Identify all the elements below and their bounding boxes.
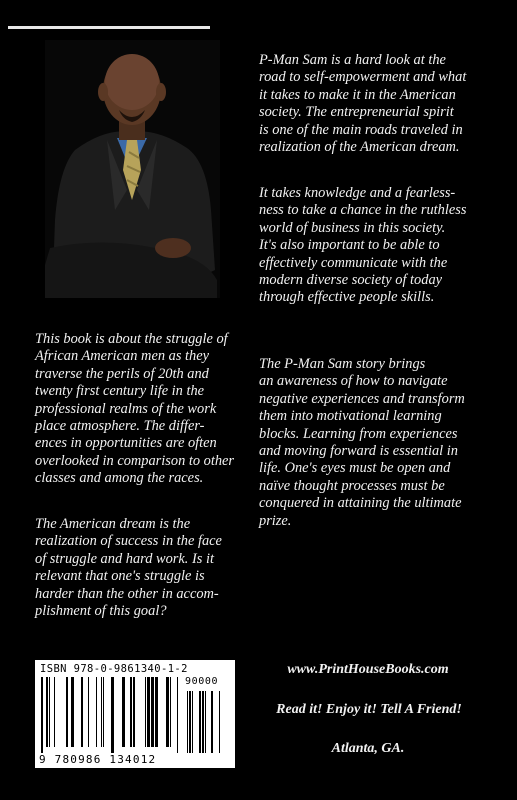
barcode-bars-icon bbox=[39, 677, 231, 753]
addon-code: 90000 bbox=[185, 676, 219, 687]
ean-number: 9 780986 134012 bbox=[39, 753, 157, 766]
left-second-text: The American dream is the realization of success in the face of struggle and hard work. Is it relevant that one's struggle is harder than the other in accom- plishment of this goal? bbox=[35, 516, 222, 620]
right-intro-text: P-Man Sam is a hard look at the road to self-empowerment and what it takes to make it in the American society. The entrepreneurial spirit is one of the main roads traveled in realization of the American dream. bbox=[259, 52, 467, 156]
isbn-number: ISBN 978-0-9861340-1-2 bbox=[40, 663, 188, 675]
right-second-text: It takes knowledge and a fearless- ness to take a chance in the ruthless world of business in this society. It's also important to be able to effectively communicate with the modern diverse society of today through effective people skills. bbox=[259, 185, 467, 306]
author-photo bbox=[45, 40, 220, 298]
left-first-paragraph bbox=[35, 331, 257, 488]
right-third-text: The P-Man Sam story brings an awareness of how to navigate negative experiences and transform them into motivational learning blocks. Learning from experiences and moving forward is essential in life. One's eyes must be open and naïve thought processes must be conquered in attaining the ultimate prize. bbox=[259, 356, 465, 529]
right-second-paragraph bbox=[259, 185, 511, 307]
publisher-website[interactable]: www.PrintHouseBooks.com bbox=[287, 662, 449, 677]
publisher-city: Atlanta, GA. bbox=[331, 741, 405, 756]
right-intro-paragraph bbox=[259, 52, 511, 156]
publisher-tagline: Read it! Enjoy it! Tell A Friend! bbox=[276, 702, 462, 717]
top-rule bbox=[8, 26, 210, 29]
left-second-paragraph bbox=[35, 516, 257, 620]
isbn-barcode bbox=[35, 660, 235, 768]
right-third-paragraph bbox=[259, 356, 511, 530]
left-first-text: This book is about the struggle of African American men as they traverse the perils of 20th and twenty first century life in the professional realms of the work place atmosphere. The differ- ences in opportunities are often overlooked in comparison to other classes and among the races. bbox=[35, 331, 235, 487]
